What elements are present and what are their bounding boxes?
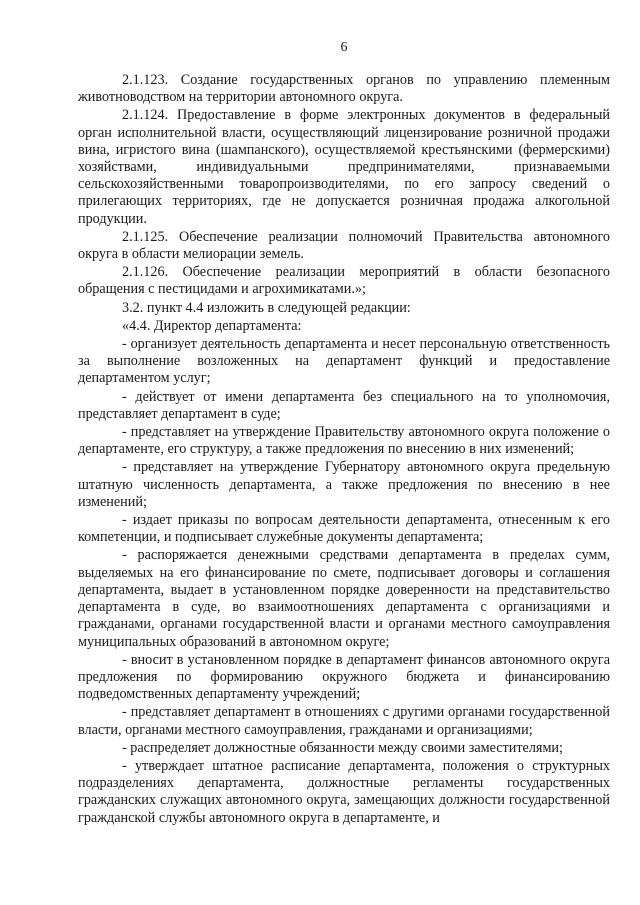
list-item-budget-proposals: - вносит в установленном порядке в департамент финансов автономного округа предложения по формированию окружного бюджета и финансированию подведомственных департаменту учреждений; (78, 651, 610, 703)
paragraph-2-1-123: 2.1.123. Создание государственных органов по управлению племенным животноводством на территории автономного округа. (78, 72, 610, 106)
paragraph-3-2: 3.2. пункт 4.4 изложить в следующей редакции: (122, 299, 411, 316)
list-item-organizes: - организует деятельность департамента и несет персональную ответственность за выполнение возложенных на департамент функций и предоставление департаментом услуг; (78, 336, 610, 387)
list-item-approves-staffing: - утверждает штатное расписание департамента, положения о структурных подразделениях департамента, должностные регламенты государственных гражданских служащих автономного округа, замещающих должности государственной гражданской службы автономного округа в департаменте, и (78, 757, 610, 826)
paragraph-4-4-heading: «4.4. Директор департамента: (122, 317, 302, 334)
list-item-issues-orders: - издает приказы по вопросам деятельности департамента, отнесенным к его компетенции, и подписывает служебные документы департамента; (78, 512, 610, 546)
list-item-submits-to-government: - представляет на утверждение Правительству автономного округа положение о департаменте, его структуру, а также предложения по внесению в них изменений; (78, 424, 610, 458)
list-item-distributes-duties: - распределяет должностные обязанности между своими заместителями; (122, 739, 563, 756)
list-item-submits-to-governor: - представляет на утверждение Губернатору автономного округа предельную штатную численность департамента, а также предложения по внесению в нее изменений; (78, 459, 610, 510)
paragraph-2-1-124: 2.1.124. Предоставление в форме электронных документов в федеральный орган исполнительной власти, осуществляющий лицензирование розничной продажи вина, игристого вина (шампанского), осуществляемой крестьянскими (фермерскими) хозяйствами, индивидуальными предпринимателями, признаваемыми сельскохозяйственными товаропроизводителями, по его запросу сведений о прилегающих территориях, где не допускается розничная продажа алкогольной продукции. (78, 107, 610, 227)
page-number: 6 (340, 40, 348, 55)
list-item-acts-on-behalf: - действует от имени департамента без специального на то уполномочия, представляет департамент в суде; (78, 388, 610, 422)
paragraph-2-1-125: 2.1.125. Обеспечение реализации полномочий Правительства автономного округа в области мелиорации земель. (78, 228, 610, 263)
list-item-represents: - представляет департамент в отношениях с другими органами государственной власти, органами местного самоуправления, гражданами и организациями; (78, 704, 610, 738)
paragraph-2-1-126: 2.1.126. Обеспечение реализации мероприятий в области безопасного обращения с пестицидами и агрохимикатами.»; (78, 264, 610, 298)
list-item-manages-funds: - распоряжается денежными средствами департамента в пределах сумм, выделяемых на его финансирование по смете, подписывает договоры и соглашения департамента, выдает в установленном порядке доверенности на представительство департамента в суде, во взаимоотношениях департамента с организациями и гражданами, органами государственной власти и органами местного самоуправления муниципальных образований в автономном округе; (78, 547, 610, 650)
